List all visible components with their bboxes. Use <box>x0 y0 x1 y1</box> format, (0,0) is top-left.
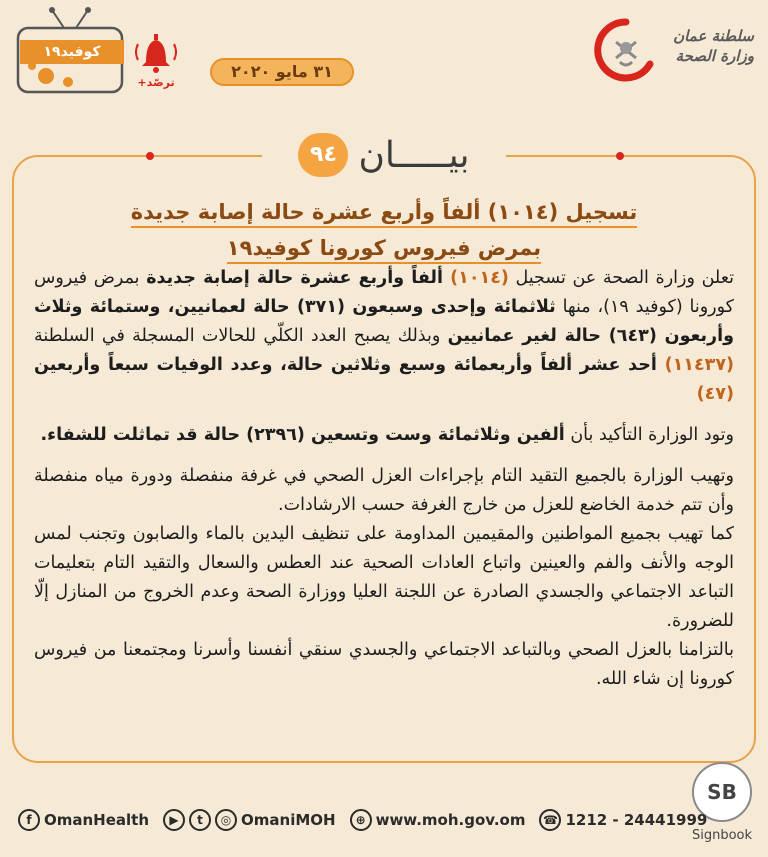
phone-icon: ☎ <box>539 809 561 831</box>
header-line-right <box>510 155 618 157</box>
ministry-logo <box>594 12 754 92</box>
globe-icon: ⊕ <box>350 809 372 831</box>
signbook-label: Signbook <box>691 828 753 843</box>
tarassud-label: ترصّد+ <box>137 76 175 89</box>
paragraph-isolation: وتهيب الوزارة بالجميع التقيد التام بإجراءات العزل الصحي في غرفة منفصلة ودورة مياه منفصلة وأن تتم خدمة الخاضع للعزل من خارج الغرفة حسب الارشادات. <box>34 466 734 515</box>
text-segment-bold: ألفاً وأربع عشرة حالة إصابة جديدة <box>146 268 451 288</box>
headline <box>40 194 728 266</box>
bell-icon <box>128 30 184 76</box>
facebook-icon: f <box>18 809 40 831</box>
website-link[interactable] <box>350 809 526 831</box>
total-cases-number: (١١٤٣٧) <box>664 355 734 375</box>
phone-number: 1212 - 24441999 <box>565 811 708 829</box>
ministry-emblem-icon <box>594 18 658 82</box>
text-segment: وتود الوزارة التأكيد بأن <box>564 425 734 445</box>
facebook-handle: OmanHealth <box>44 811 150 829</box>
social-handle: OmaniMOH <box>241 811 336 829</box>
covid-tv-graphic <box>16 6 126 98</box>
text-segment: بمرض فيروس كورونا (كوفيد ١٩)، منها <box>34 268 734 317</box>
statement-word: بيـــــان <box>358 134 470 176</box>
paragraph-closing: بالتزامنا بالعزل الصحي وبالتباعد الاجتماعي والجسدي سنقي أنفسنا وأسرنا ومجتمعنا من فيروس كورونا إن شاء الله. <box>34 640 734 689</box>
text-segment: تعلن وزارة الصحة عن تسجيل <box>508 268 735 288</box>
tarassud-logo <box>128 30 184 96</box>
logo-text-ministry: وزارة الصحة <box>675 47 754 65</box>
statement-number: ٩٤ <box>298 133 348 177</box>
paragraph-cases <box>34 264 734 409</box>
instagram-icon: ◎ <box>215 809 237 831</box>
text-segment-bold: ثلاثمائة وإحدى وسبعون (٣٧١) حالة لعمانيين، وستمائة وثلاث وأربعون (٦٤٣) حالة لغير عمانيين <box>34 297 734 346</box>
ministry-name <box>656 26 754 66</box>
deaths-number: (٤٧) <box>696 384 734 404</box>
text-segment: وبذلك يصبح العدد الكلّي للحالات المسجلة في السلطنة <box>34 326 448 346</box>
headline-line2: بمرض فيروس كورونا كوفيد١٩ <box>227 236 541 264</box>
header-dot-right <box>616 152 624 160</box>
text-segment-bold: أحد عشر ألفاً وأربعمائة وسبع وثلاثين حالة، وعدد الوفيات سبعاً وأربعين <box>34 355 665 375</box>
date-badge: ٣١ مايو ٢٠٢٠ <box>210 58 354 86</box>
header-dot-left <box>146 152 154 160</box>
website-url: www.moh.gov.om <box>375 811 526 829</box>
statement-body <box>34 264 734 694</box>
header-line-left <box>150 155 258 157</box>
headline-line1: تسجيل (١٠١٤) ألفاً وأربع عشرة حالة إصابة جديدة <box>131 200 638 228</box>
statement-title <box>262 128 506 182</box>
youtube-icon: ▶ <box>163 809 185 831</box>
paragraph-recoveries <box>34 421 734 450</box>
twitter-icon: t <box>189 809 211 831</box>
covid-label: كوفيد١٩ <box>20 40 124 64</box>
footer <box>18 804 721 836</box>
signbook-mark: SB <box>692 762 752 822</box>
social-links[interactable] <box>163 809 336 831</box>
paragraph-hygiene: كما تهيب بجميع المواطنين والمقيمين المداومة على تنظيف اليدين بالماء والصابون وتجنب لمس الوجه والأنف والفم والعينين واتباع العادات الصحية عند العطس والسعال والتقيد التام بتعليمات التباعد الاجتماعي والجسدي الصادرة عن اللجنة العليا ووزارة الصحة وعدم الخروج من المنازل إلّا للضرورة. <box>34 524 734 631</box>
phone-link[interactable] <box>539 809 707 831</box>
facebook-link[interactable] <box>18 809 149 831</box>
logo-text-country: سلطنة عمان <box>673 27 754 45</box>
new-cases-number: (١٠١٤) <box>450 268 509 288</box>
text-segment-bold: ألفين وثلاثمائة وست وتسعين (٢٣٩٦) حالة قد تماثلت للشفاء. <box>40 425 565 445</box>
